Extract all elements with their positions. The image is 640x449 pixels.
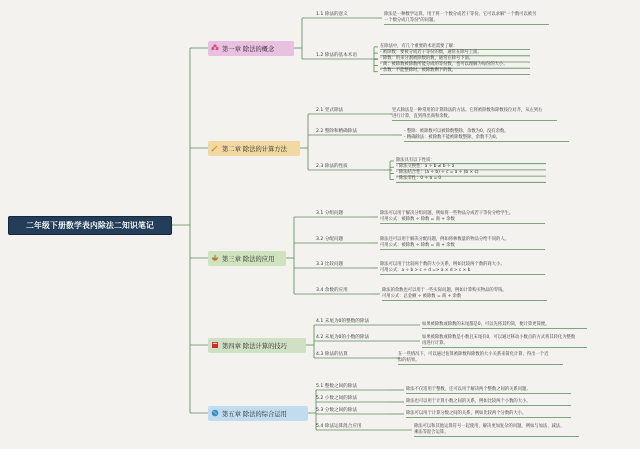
section-title[interactable]: 4.2 末尾为0的小数的除法 <box>316 334 370 340</box>
note-text: 除法可以用于计算分数之间的关系，例如比较两个分数的大小。 <box>406 410 527 416</box>
pencil-icon <box>211 144 219 152</box>
globe-icon <box>211 409 219 417</box>
note-text: 似的结果。 <box>398 358 420 363</box>
chapter-node[interactable] <box>208 41 294 56</box>
section-title[interactable]: 5.3 分数之间的除法 <box>316 407 357 413</box>
note-text: 除法是一种数学运算，用于将一个数分成若干等份。它可以求解"一个数可以被另 <box>384 11 537 17</box>
note-text: - 除法交换性：a ÷ b ≠ b ÷ a <box>396 163 455 169</box>
note-text: 一个数分成几等份"的问题。 <box>384 18 438 23</box>
root-node[interactable]: 二年级下册数学表内除法二知识笔记 <box>8 216 172 235</box>
note-text: - 被除数：要被分成若干等份的数，通常在除号上面。 <box>380 49 482 55</box>
note-text: 除法可以和其他运算符号一起使用，解决更加复杂的问题，例如与加法、减法、 <box>414 423 565 429</box>
note-text: 乘法等混合运算。 <box>414 430 449 435</box>
note-text: 可用公式：a ÷ b > c ÷ d => a × d > c × b <box>380 268 471 273</box>
section-title[interactable]: 4.3 除法的估算 <box>316 351 348 357</box>
section-title[interactable]: 5.2 小数之间的除法 <box>316 395 357 401</box>
note-text: 除法也可以用于计算小数之间的关系，例如比较两个小数的大小。 <box>406 398 531 404</box>
chapter-title: 第三章 除法的应用 <box>222 255 275 263</box>
note-text: - 除数：用来分割被除数的数，通常在除号下面。 <box>380 55 474 61</box>
note-text: - 除法结合性：(a ÷ b) ÷ c = a ÷ (b × c) <box>396 170 479 175</box>
section-title[interactable]: 2.3 除法的性质 <box>316 163 348 169</box>
note-text: - 整除：被除数可以被除数整除，余数为0，没有余数。 <box>404 128 509 134</box>
section-title[interactable]: 3.1 分组问题 <box>316 210 344 216</box>
note-text: 除法的余数也可以用于一些实际问题，例如计算购买物品的零钱。 <box>382 287 507 293</box>
book-icon <box>211 341 219 349</box>
note-text: 除法可以用于比较两个数的大小关系，例如比较两个数的商大小。 <box>380 261 505 267</box>
chapter-title: 第四章 除法计算的技巧 <box>222 342 287 350</box>
section-title[interactable]: 2.2 整除和精确除法 <box>316 128 357 134</box>
note-text: 进行计算，直到得出商和余数。 <box>392 114 453 119</box>
section-title[interactable]: 1.2 除法的基本术语 <box>316 52 357 58</box>
section-title[interactable]: 3.3 比较问题 <box>316 261 344 267</box>
note-text: - 余数：不能整除时，被除数剩下的数。 <box>380 68 456 74</box>
section-title[interactable]: 4.1 末尾为0的整数的除法 <box>316 318 370 324</box>
note-text: 除法具有以下性质： <box>396 157 435 163</box>
note-text: 可用公式：总金额 ÷ 被除数 = 商 + 余数 <box>382 294 462 299</box>
note-text: 可用公式：被除数 ÷ 除数 = 商 + 余数 <box>380 243 455 248</box>
flower-icon <box>211 44 219 52</box>
note-text: 除法可以用于解决分组问题，例如将一些物品分成若干等份分给学生。 <box>380 210 514 216</box>
section-title[interactable]: 1.1 除法的意义 <box>316 11 348 17</box>
bowl-icon <box>211 254 219 262</box>
section-title[interactable]: 2.1 竖式除法 <box>316 107 344 113</box>
chapter-title: 第一章 除法的概念 <box>222 45 275 53</box>
chapter-title: 第二章 除法的计算方法 <box>222 145 287 153</box>
note-text: 再进行计算。 <box>422 341 448 346</box>
chapter-node[interactable] <box>208 406 308 421</box>
section-title[interactable]: 5.1 整数之间的除法 <box>316 383 357 389</box>
chapter-title: 第五章 除法的综合运用 <box>222 410 287 418</box>
note-text: - 除法零性：0 ÷ a = 0 <box>396 176 442 182</box>
note-text: - 精确除法：被除数不能被除数整除，余数不为0。 <box>404 135 500 140</box>
section-title[interactable]: 3.4 余数的应用 <box>316 287 348 293</box>
section-title[interactable]: 3.2 分配问题 <box>316 236 344 242</box>
chapter-node[interactable] <box>208 338 306 353</box>
note-text: - 商：被除数被除数所能分成的等份数，也可以理解为每份的大小。 <box>380 62 508 68</box>
note-text: 可用公式：被除数 ÷ 除数 = 商 + 余数 <box>380 217 455 222</box>
note-text: 除法还可以用于解决分配问题，例如将林数量的物品分给不同的人。 <box>380 236 509 242</box>
note-text: 除法不仅适用于整数，还可以用于解决两个整数之间的关系问题。 <box>406 386 531 392</box>
chapter-node[interactable] <box>208 141 300 156</box>
note-text: 如果被除数或除数的末尾都是0，可以先将其约简，便计算更简便。 <box>422 321 550 327</box>
note-text: 在一些情况下，可以通过估算被除数和除数的大小关系来简化计算，得出一个近 <box>398 351 549 357</box>
note-text: 竖式除法是一种常用的计算除法的方法。它将被除数和除数按位对齐，从左到右 <box>392 107 543 113</box>
note-text: 如果被除数或除数是小数且末尾有0，可以通过移动小数点的方式将其转化为整数 <box>422 334 576 340</box>
section-title[interactable]: 5.4 除法运算混合应用 <box>316 423 362 429</box>
chapter-node[interactable] <box>208 251 286 266</box>
note-text: 在除法中，有几个重要的术语需要了解： <box>380 43 458 49</box>
